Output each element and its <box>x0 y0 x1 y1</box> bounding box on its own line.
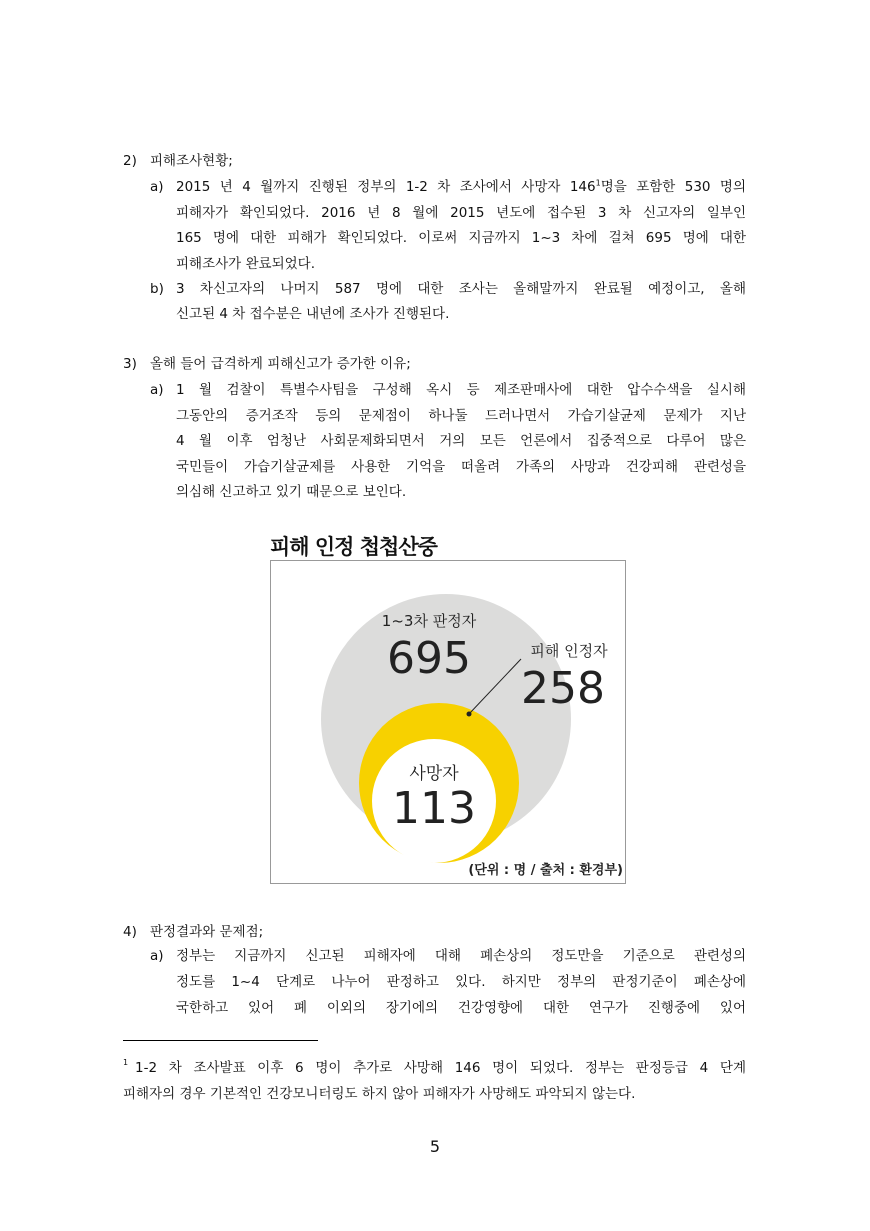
item-2b-line-2: 신고된 4 차 접수분은 내년에 조사가 진행된다. <box>176 306 450 322</box>
inner-value: 113 <box>392 783 476 834</box>
section-3-number: 3) <box>123 356 137 372</box>
item-2a-line-3: 165 명에 대한 피해가 확인되었다. 이로써 지금까지 1~3 차에 걸쳐 695 명에 대한 <box>176 230 746 246</box>
item-3a-marker: a) <box>150 382 164 398</box>
section-4-heading: 판정결과와 문제점; <box>150 924 264 940</box>
middle-label: 피해 인정자 <box>530 642 608 660</box>
outer-value: 695 <box>387 633 471 684</box>
item-3a-line-4: 국민들이 가습기살균제를 사용한 기억을 떠올려 가족의 사망과 건강피해 관련성을 <box>176 459 746 475</box>
item-4a-marker: a) <box>150 948 164 964</box>
item-3a-line-3: 4 월 이후 엄청난 사회문제화되면서 거의 모든 언론에서 집중적으로 다루어 많은 <box>176 433 746 449</box>
outer-label: 1~3차 판정자 <box>381 612 477 630</box>
item-2b-marker: b) <box>150 281 164 297</box>
section-2-heading: 피해조사현황; <box>150 153 233 169</box>
footnote-line-1: 1-2 차 조사발표 이후 6 명이 추가로 사망해 146 명이 되었다. 정부는 판정등급 4 단계 <box>135 1060 746 1076</box>
item-4a-line-2: 정도를 1~4 단계로 나누어 판정하고 있다. 하지만 정부의 판정기준이 폐손상에 <box>176 974 746 990</box>
item-3a-line-2: 그동안의 증거조작 등의 문제점이 하나둘 드러나면서 가습기살균제 문제가 지난 <box>176 408 746 424</box>
item-2a-line-4: 피해조사가 완료되었다. <box>176 256 315 272</box>
figure-title: 피해 인정 첩첩산중 <box>270 535 437 559</box>
figure-source: (단위 : 명 / 출처 : 환경부) <box>468 863 623 878</box>
item-2a-line-1: 2015 년 4 월까지 진행된 정부의 1-2 차 조사에서 사망자 $146^1$명을 포함한 530 명의 <box>176 178 746 195</box>
page-number: 5 <box>429 1137 441 1156</box>
middle-value: 258 <box>521 663 605 714</box>
footnote-separator <box>123 1040 318 1041</box>
item-2a-marker: a) <box>150 179 164 195</box>
footnote-reference: 1 <box>595 178 601 188</box>
nested-circle-graphic <box>271 561 626 884</box>
inner-label: 사망자 <box>409 764 459 784</box>
item-3a-line-1: 1 월 검찰이 특별수사팀을 구성해 옥시 등 제조판매사에 대한 압수수색을 실시해 <box>176 382 746 398</box>
section-3-heading: 올해 들어 급격하게 피해신고가 증가한 이유; <box>150 356 411 372</box>
nested-circle-figure <box>270 560 626 884</box>
section-4-number: 4) <box>123 924 137 940</box>
footnote-line-2: 피해자의 경우 기본적인 건강모니터링도 하지 않아 피해자가 사망해도 파악되지 않는다. <box>123 1086 636 1102</box>
item-4a-line-1: 정부는 지금까지 신고된 피해자에 대해 폐손상의 정도만을 기준으로 관련성의 <box>176 948 746 964</box>
item-2a-line-2: 피해자가 확인되었다. 2016 년 8 월에 2015 년도에 접수된 3 차 신고자의 일부인 <box>176 205 746 221</box>
footnote-mark: 1 <box>123 1058 129 1067</box>
item-3a-line-5: 의심해 신고하고 있기 때문으로 보인다. <box>176 484 407 500</box>
item-4a-line-3: 국한하고 있어 폐 이외의 장기에의 건강영향에 대한 연구가 진행중에 있어 <box>176 1000 746 1016</box>
item-2b-line-1: 3 차신고자의 나머지 587 명에 대한 조사는 올해말까지 완료될 예정이고, 올해 <box>176 281 746 297</box>
leader-dot <box>467 712 472 717</box>
section-2-number: 2) <box>123 153 137 169</box>
